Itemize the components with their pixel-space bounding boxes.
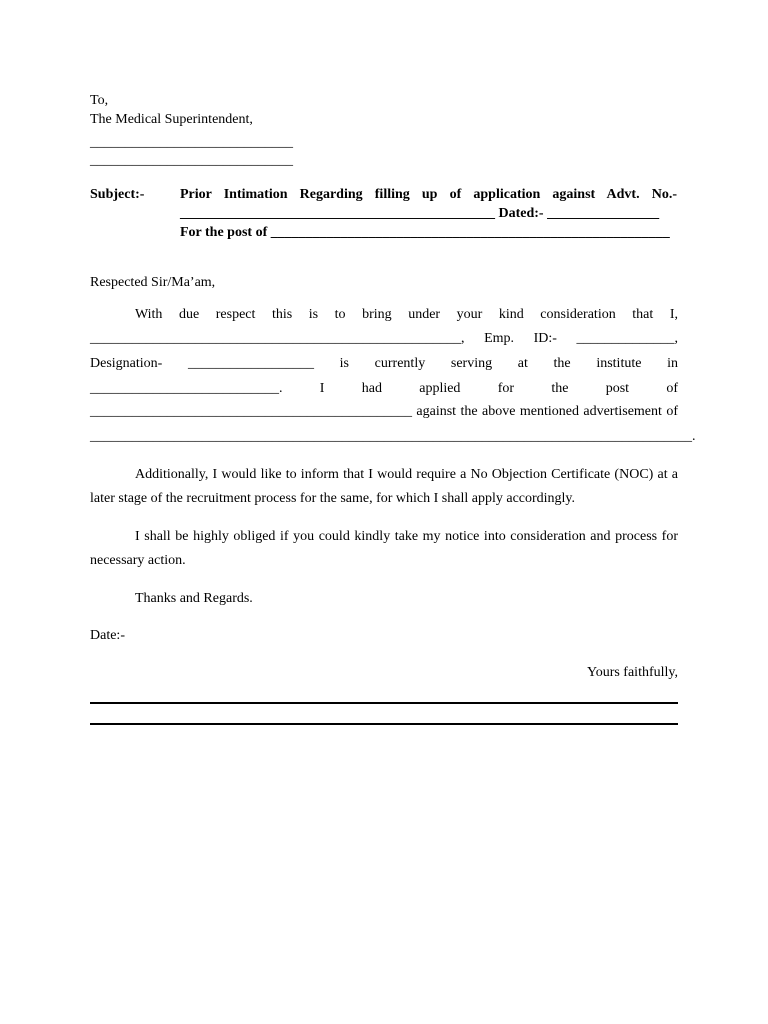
address-to: To,	[90, 93, 109, 108]
para1-line-5: ______________________________________________ against the above mentioned advertisement of	[90, 404, 678, 419]
letter-page	[90, 0, 696, 1024]
salutation: Respected Sir/Ma’am,	[90, 275, 216, 290]
subject-line-2: _____________________________________________ Dated:- ________________	[180, 206, 660, 221]
para1-line-4: ___________________________. I had applied for the post of	[90, 381, 678, 396]
para1-line-2: _____________________________________________________, Emp. ID:- ______________,	[90, 331, 678, 346]
signature-rule-2	[90, 723, 678, 725]
address-recipient: The Medical Superintendent,	[90, 112, 253, 127]
para1-line-6: ______________________________________________________________________________________.	[90, 429, 696, 444]
subject-label: Subject:-	[90, 187, 145, 202]
thanks-regards: Thanks and Regards.	[135, 591, 253, 606]
address-blank-line-2: _____________________________	[90, 153, 293, 168]
address-blank-line-1: _____________________________	[90, 135, 293, 150]
para3-line-1: I shall be highly obliged if you could kindly take my notice into consideration and process for	[135, 529, 678, 544]
para1-line-1: With due respect this is to bring under your kind consideration that I,	[135, 307, 678, 322]
para1-line-3: Designation- __________________ is currently serving at the institute in	[90, 356, 678, 371]
subject-line-3: For the post of _________________________________________________________	[180, 225, 670, 240]
para3-line-2: necessary action.	[90, 553, 186, 568]
para2-line-1: Additionally, I would like to inform that I would require a No Objection Certificate (NOC) at a	[135, 467, 678, 482]
subject-line-1: Prior Intimation Regarding filling up of application against Advt. No.-	[180, 187, 677, 202]
signature-rule-1	[90, 702, 678, 704]
yours-faithfully: Yours faithfully,	[586, 665, 678, 680]
para2-line-2: later stage of the recruitment process for the same, for which I shall apply accordingly.	[90, 491, 576, 506]
date-label: Date:-	[90, 628, 125, 643]
